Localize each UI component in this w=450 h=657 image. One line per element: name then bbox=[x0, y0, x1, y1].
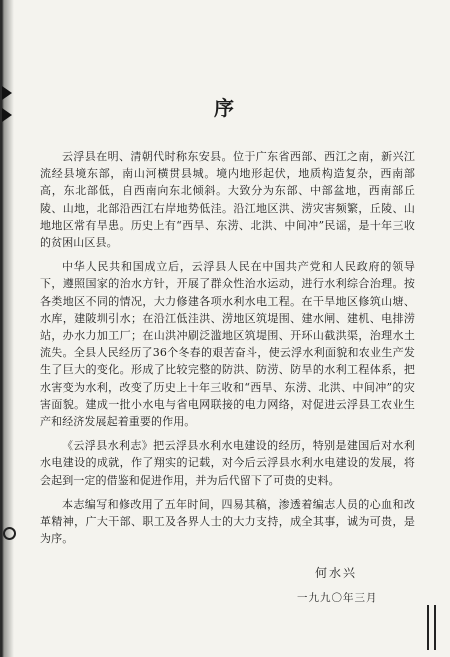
paragraph-2: 中华人民共和国成立后，云浮县人民在中国共产党和人民政府的领导下，遵照国家的治水方针，开展了群众性治水运动，进行水利综合治理。按各类地区不同的情况，大力修建各项水利水电工程。在干旱地区修筑山塘、水库，建陂圳引水；在沿江低洼洪、涝地区筑堤围、建水闸、建机、电排涝站，办水力加工厂；在山洪冲刷泛滥地区筑堤围、开环山截洪渠，治理水土流失。全县人民经历了36个冬春的艰苦奋斗，使云浮水利面貌和农业生产发生了巨大的变化。形成了比较完整的防洪、防涝、防旱的水利工程体系，把水害变为水利，改变了历史上十年三收和“西旱、东涝、北洪、中间冲”的灾害面貌。建成一批小水电与省电网联接的电力网络，对促进云浮县工农业生产和经济发展起着重要的作用。 bbox=[40, 260, 415, 429]
signature-date: 一九九〇年三月 bbox=[297, 592, 378, 604]
page-title: 序 bbox=[214, 96, 236, 120]
paragraph-3: 《云浮县水利志》把云浮县水利水电建设的经历，特别是建国后对水利水电建设的成就，作了翔实的记载，对今后云浮县水利水电建设的发展，将会起到一定的借鉴和促进作用，并为后代留下了可贵的史料。 bbox=[40, 439, 415, 487]
paragraph-1: 云浮县在明、清朝代时称东安县。位于广东省西部、西江之南，新兴江流经县境东部，南山河横贯县城。境内地形起伏，地质构造复杂，西南部高，东北部低，自西南向东北倾斜。大致分为东部、中部盆地，西南部丘陵、山地，北部沿西江右岸地势低洼。沿江地区洪、涝灾害频繁，丘陵、山地地区常有旱患。历史上有“西旱、东涝、北洪、中间冲”民谣，是十年三收的贫困山区县。 bbox=[40, 150, 415, 250]
binding-hole-icon bbox=[3, 527, 16, 540]
preface-body bbox=[40, 148, 415, 554]
paragraph-4: 本志编写和修改用了五年时间，四易其稿，渗透着编志人员的心血和改革精神，广大干部、职工及各界人士的大力支持，成全其事，诚为可贵，是为序。 bbox=[40, 497, 415, 546]
right-margin-marks-icon bbox=[425, 605, 439, 650]
author-signature: 何水兴 bbox=[315, 566, 358, 580]
